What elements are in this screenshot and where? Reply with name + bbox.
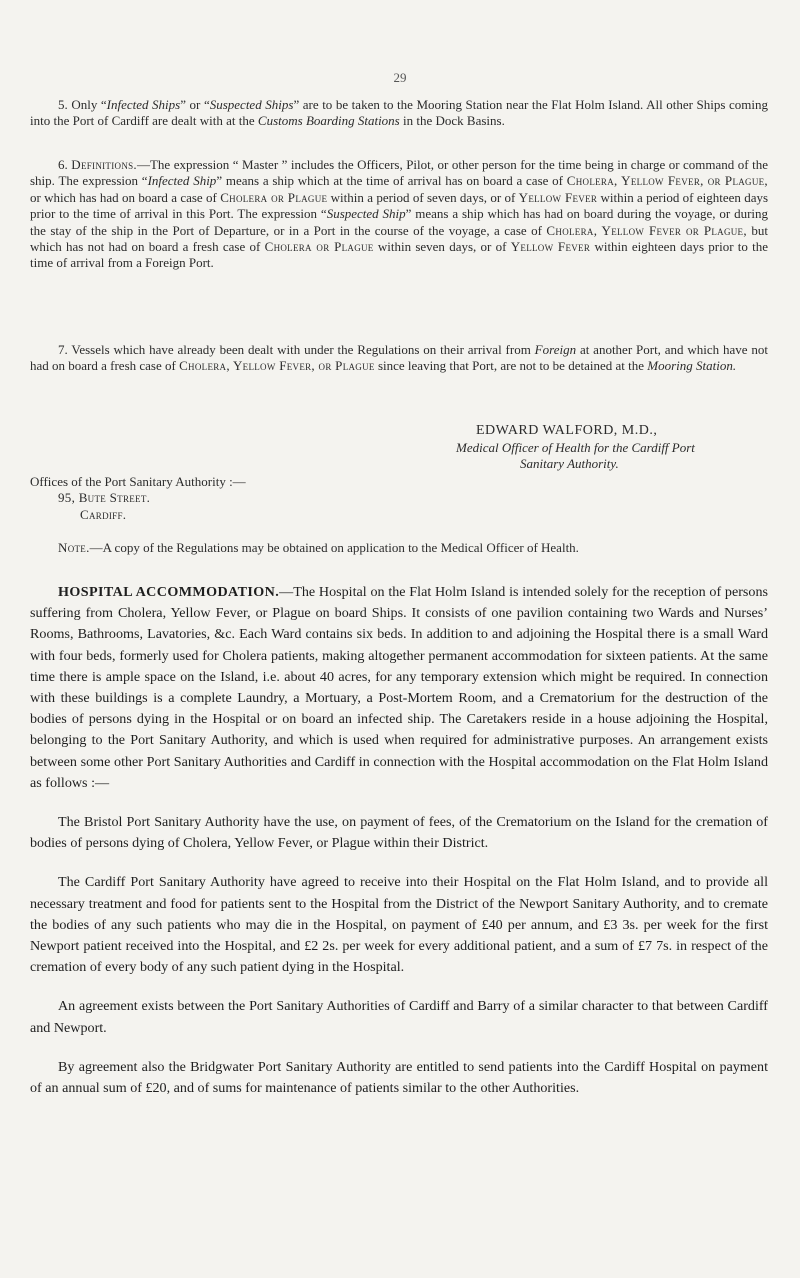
small-caps-text: Cholera or Plague: [220, 189, 328, 205]
text: within a period of eighteen days prior to the time of arrival in this Port. The expression “: [30, 189, 769, 222]
italic-text: Suspected Ship: [326, 206, 406, 222]
signature-block: [456, 423, 776, 473]
small-caps-text: Yellow Fever: [510, 239, 591, 255]
paragraph-6-definitions: [30, 157, 768, 272]
address-line: Cardiff.: [80, 506, 127, 522]
text: within eighteen days prior to the time of arrival from a Foreign Port.: [30, 239, 769, 271]
address-line: 95, Bute Street.: [58, 490, 151, 506]
small-caps-text: Cholera or Plague: [264, 239, 374, 255]
hospital-paragraph: The Bristol Port Sanitary Authority have the use, on payment of fees, of the Crematorium on the Island for the cremation of bodies of persons dying of Cholera, Yellow Fever, or Plague within their District.: [30, 814, 768, 852]
text: ” or “: [180, 97, 210, 112]
italic-text: Suspected Ships: [209, 97, 294, 112]
hospital-paragraph: An agreement exists between the Port Sanitary Authorities of Cardiff and Barry of a similar character to that between Cardiff and Newport.: [30, 998, 768, 1036]
text: ” means a ship which at the time of arrival has on board a case of: [216, 173, 563, 189]
text: or which has had on board a case of: [30, 189, 217, 205]
text: ” are to be taken to the Mooring Station near the Flat Holm Island. All other Ships coming into the Port of Cardiff are dealt with at the: [30, 97, 768, 129]
text: within a period of seven days, or of: [330, 189, 516, 205]
small-caps-text: Cholera, Yellow Fever, or Plague: [179, 358, 375, 374]
address-line: Offices of the Port Sanitary Authority :—: [30, 474, 246, 489]
text: Only “: [71, 97, 107, 112]
small-caps-text: Cholera, Yellow Fever or Plague,: [546, 222, 747, 238]
signatory-name: EDWARD WALFORD, M.D.,: [476, 423, 658, 438]
text: in the Dock Basins.: [403, 113, 505, 129]
italic-text: Mooring Station.: [647, 358, 737, 374]
text: but which has not had on board a fresh case of: [30, 222, 768, 255]
office-address: [30, 474, 330, 523]
hospital-paragraph: The Cardiff Port Sanitary Authority have agreed to receive into their Hospital on the Flat Holm Island, and to provide all necessary treatment and food for patients sent to the Hospital from the District of the Newport Sanitary Authority, and to cremate the bodies of any such patients who may die in the Hospital, on payment of £40 per annum, and £3 3s. per week for the first Newport patient received into the Hospital, and £2 2s. per week for every additional patient, and a sum of £7 7s. in respect of the cremation of every body of any such patient dying in the Hospital.: [30, 874, 768, 976]
italic-text: Infected Ship: [147, 173, 217, 189]
note-label: Note.: [58, 540, 90, 555]
section-heading: HOSPITAL ACCOMMODATION.: [58, 584, 280, 600]
note: [30, 540, 768, 556]
text: —The Hospital on the Flat Holm Island is intended solely for the reception of persons suffering from Cholera, Yellow Fever, or Plague on board Ships. It consists of one pavilion containing two Wards and Nurses’ Rooms, Bathrooms, Lavatories, &c. Each Ward contains six beds. In addition to and adjoining the Hospital there is a small Ward with four beds, formerly used for Cholera patients, making altogether permanent accommodation for sixteen patients. At the same time there is ample space on the Island, i.e. about 40 acres, for any temporary extension which might be required. In connection with these buildings is a complete Laundry, a Mortuary, a Post-Mortem Room, and a Crematorium for the destruction of the bodies of persons dying in the Hospital or on board an infected ship. The Caretakers reside in a house adjoining the Hospital, belonging to the Port Sanitary Authority, and which is used when required for administrative purposes. An arrangement exists between some other Port Sanitary Authorities and Cardiff in connection with the Hospital accommodation on the Flat Holm Island as follows :—: [30, 584, 768, 791]
text: Vessels which have already been dealt with under the Regulations on their arrival from: [71, 342, 531, 357]
paragraph-number: 5.: [58, 97, 68, 112]
text: at another Port, and which have not had on board a fresh case of: [30, 342, 769, 374]
paragraph-number: 7.: [58, 342, 68, 357]
paragraph-7: [30, 342, 768, 375]
paragraph-number: 6.: [58, 157, 68, 172]
small-caps-text: Yellow Fever: [518, 189, 598, 205]
italic-text: Customs Boarding Stations: [257, 113, 400, 129]
signatory-title: Medical Officer of Health for the Cardiff Port: [456, 439, 695, 455]
hospital-paragraph: [30, 582, 768, 794]
hospital-accommodation-section: [30, 582, 768, 1117]
text: within seven days, or of: [377, 239, 507, 255]
text: —The expression “ Master ” includes the Officers, Pilot, or other person for the time being in charge or command of the ship. The expression “: [30, 157, 768, 189]
signatory-title-cont: Sanitary Authority.: [520, 456, 619, 471]
page-number: 29: [393, 70, 407, 85]
small-caps-text: Cholera, Yellow Fever, or Plague,: [566, 173, 768, 189]
text: since leaving that Port, are not to be detained at the: [377, 358, 645, 374]
section-heading: Definitions.: [71, 157, 137, 172]
paragraph-5: [30, 97, 768, 130]
italic-text: Foreign: [534, 342, 577, 357]
hospital-paragraph: By agreement also the Bridgwater Port Sanitary Authority are entitled to send patients into the Cardiff Hospital on payment of an annual sum of £20, and of sums for maintenance of patients similar to the other Authorities.: [30, 1058, 768, 1097]
italic-text: Infected Ships: [106, 97, 181, 112]
text: ” means a ship which has had on board during the voyage, or during the stay of the ship in the Port of Departure, or in a Port in the course of the voyage, a case of: [30, 206, 769, 238]
note-text: —A copy of the Regulations may be obtained on application to the Medical Officer of Health.: [89, 540, 579, 555]
